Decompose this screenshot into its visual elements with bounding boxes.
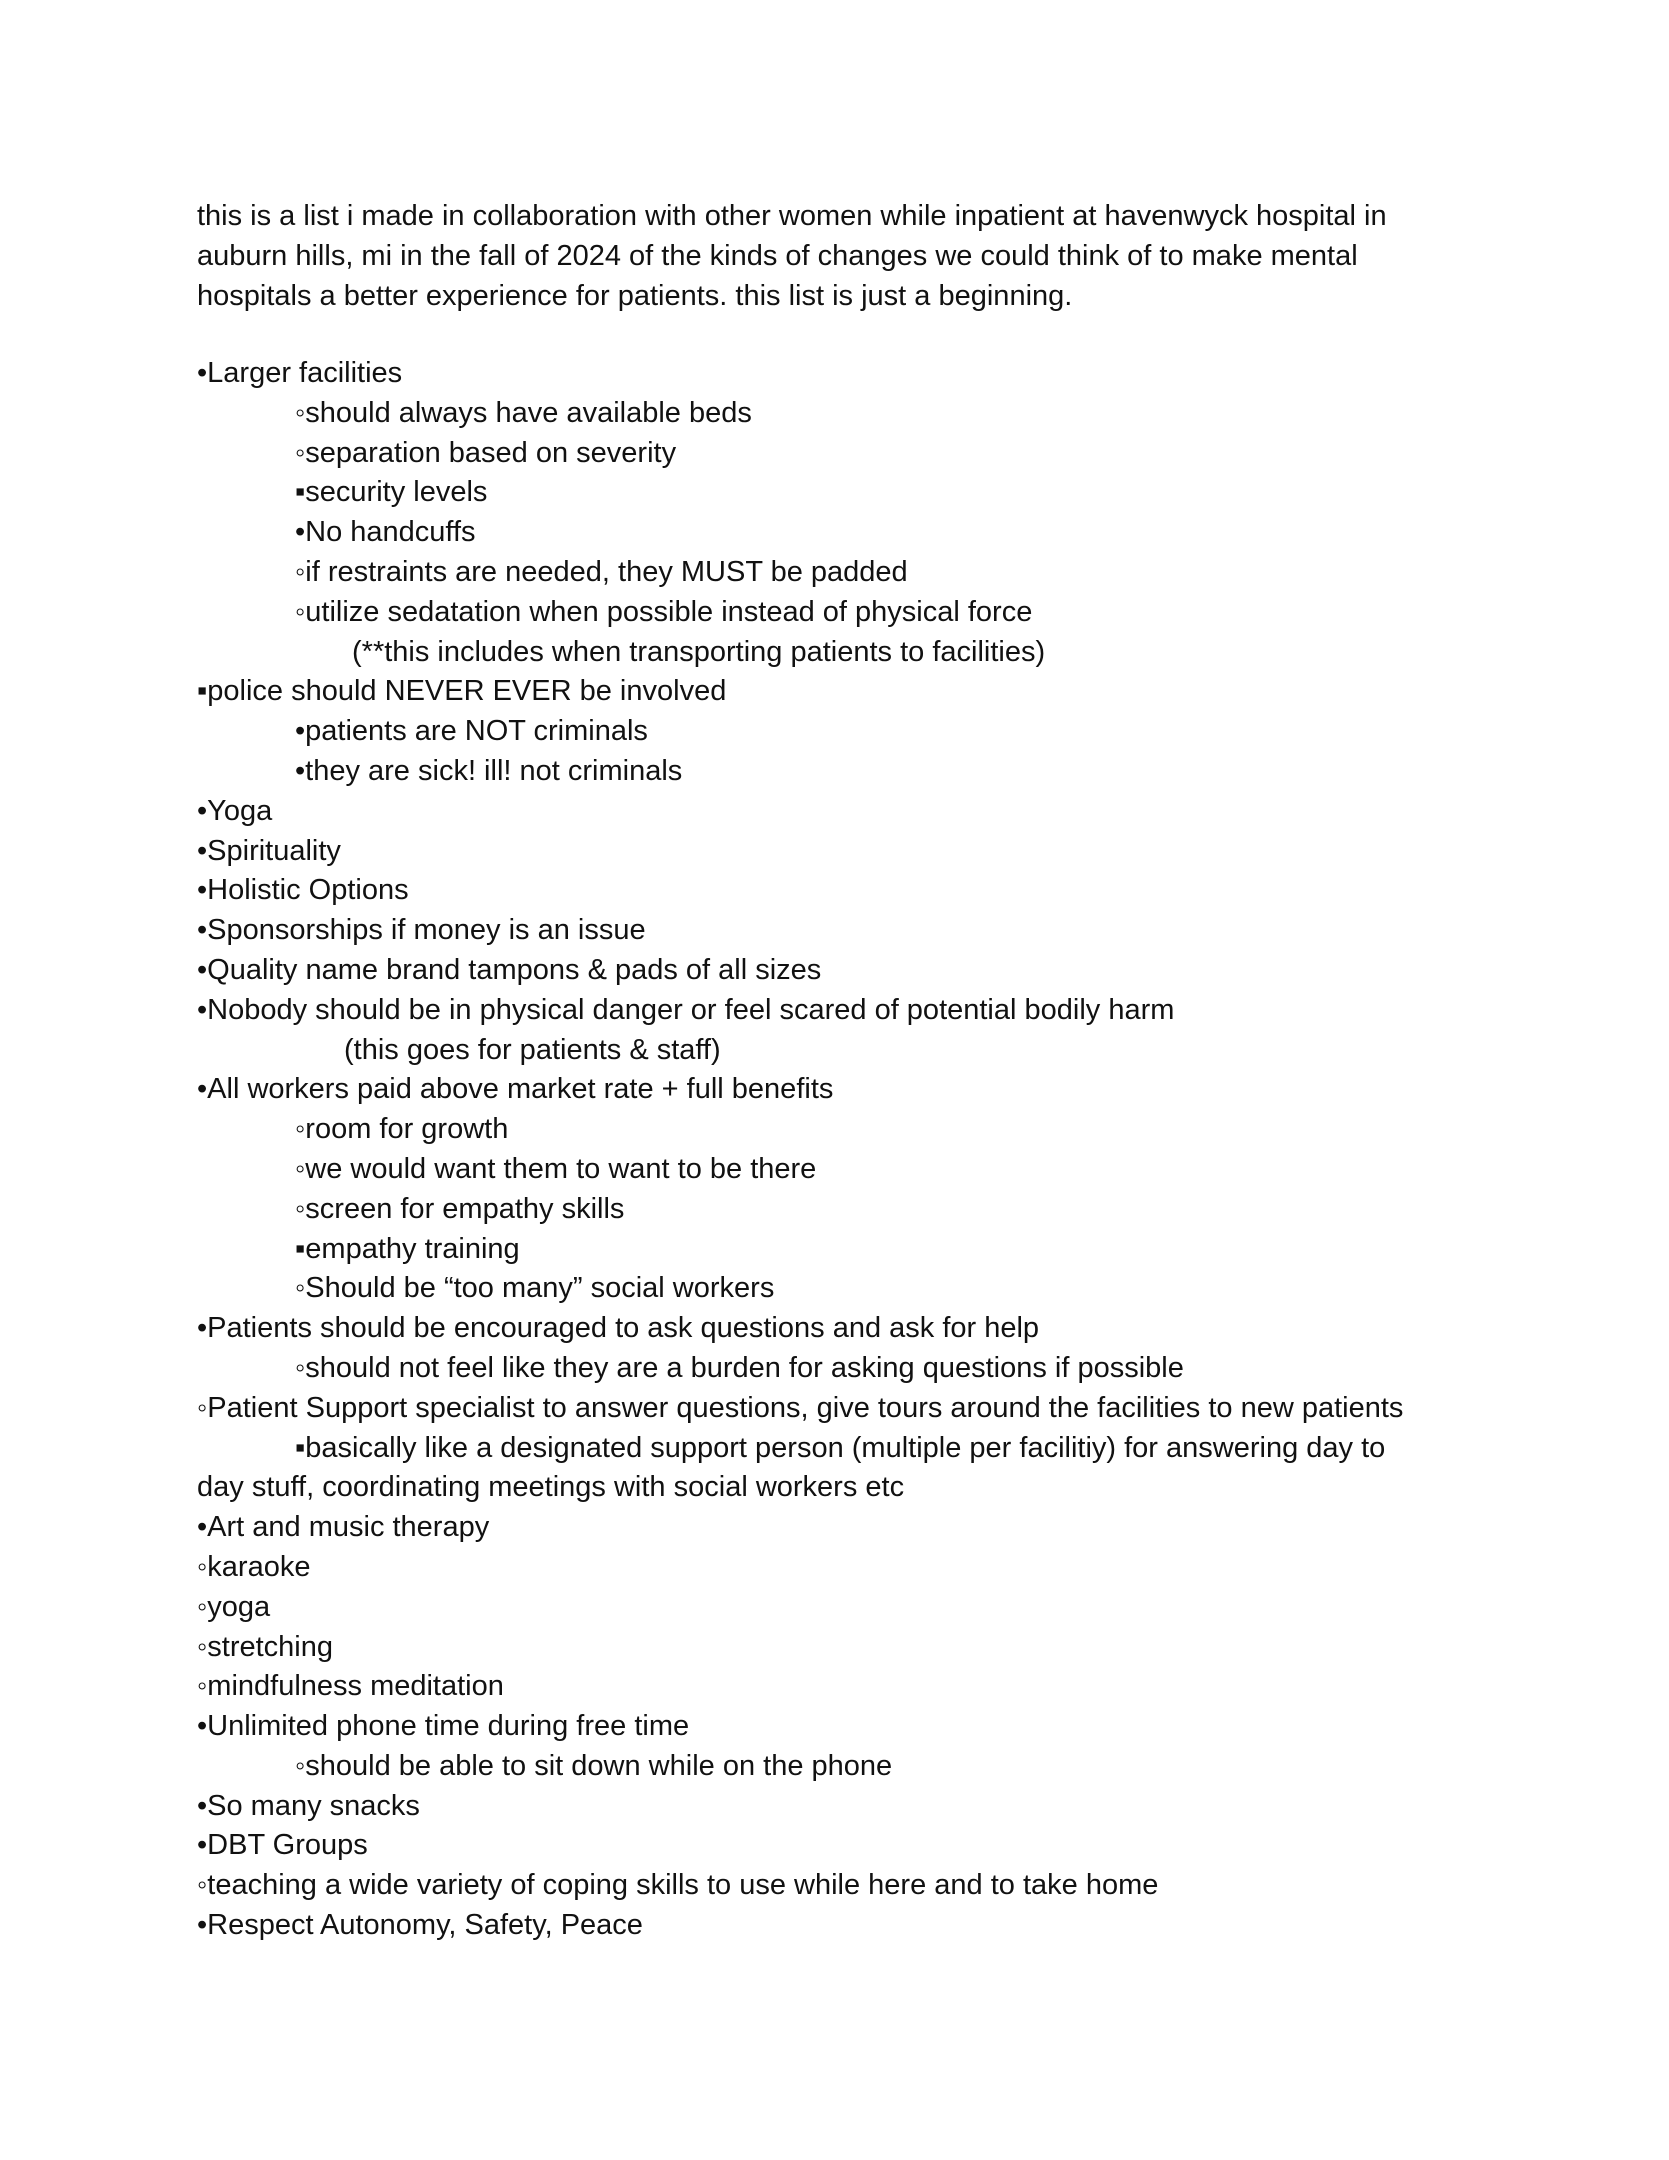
list-item: ◦should always have available beds — [295, 396, 752, 429]
list-item: •Larger facilities — [197, 357, 403, 389]
intro-line: hospitals a better experience for patients. this list is just a beginning. — [197, 280, 1073, 312]
list-item: ◦Should be “too many” social workers — [295, 1272, 775, 1305]
list-item: •DBT Groups — [197, 1829, 368, 1862]
list-item: ◦yoga — [197, 1590, 271, 1623]
list-item: •they are sick! ill! not criminals — [295, 754, 683, 787]
list-item: •Respect Autonomy, Safety, Peace — [197, 1909, 643, 1942]
intro-line: auburn hills, mi in the fall of 2024 of the kinds of changes we could think of to make mental — [197, 240, 1358, 272]
list-item: ▪empathy training — [295, 1232, 520, 1265]
list-item: •Unlimited phone time during free time — [197, 1710, 690, 1743]
list-item: ◦Patient Support specialist to answer questions, give tours around the facilities to new patients — [197, 1391, 1404, 1424]
intro-line: this is a list i made in collaboration with other women while inpatient at havenwyck hospital in — [197, 200, 1387, 232]
list-item: ◦room for growth — [295, 1113, 509, 1146]
list-item: ◦stretching — [197, 1630, 334, 1663]
list-item: •Quality name brand tampons & pads of all sizes — [197, 953, 822, 986]
list-item: ◦screen for empathy skills — [295, 1192, 625, 1225]
list-item: •Patients should be encouraged to ask questions and ask for help — [197, 1312, 1040, 1345]
list-item: •No handcuffs — [295, 516, 476, 549]
suggestion-list — [197, 354, 1517, 1946]
list-item: •Yoga — [197, 794, 273, 827]
list-item: ◦should be able to sit down while on the phone — [295, 1749, 893, 1782]
list-item: •Nobody should be in physical danger or feel scared of potential bodily harm — [197, 993, 1175, 1026]
list-item: •So many snacks — [197, 1789, 420, 1822]
list-item-note: (**this includes when transporting patients to facilities) — [352, 635, 1046, 668]
list-item: •Sponsorships if money is an issue — [197, 914, 646, 947]
list-item: ◦mindfulness meditation — [197, 1670, 504, 1703]
list-item: ◦separation based on severity — [295, 436, 677, 469]
list-item-continuation: day stuff, coordinating meetings with social workers etc — [197, 1471, 905, 1504]
list-item: ▪security levels — [295, 476, 488, 509]
list-item: ▪basically like a designated support person (multiple per facilitiy) for answering day to — [295, 1431, 1386, 1464]
list-item: •Holistic Options — [197, 874, 409, 907]
list-item: ◦teaching a wide variety of coping skills to use while here and to take home — [197, 1869, 1159, 1902]
list-item: ▪police should NEVER EVER be involved — [197, 675, 727, 708]
list-item: •Spirituality — [197, 834, 341, 867]
list-item: ◦if restraints are needed, they MUST be padded — [295, 555, 908, 588]
list-item: ◦karaoke — [197, 1550, 311, 1583]
list-item: ◦we would want them to want to be there — [295, 1152, 817, 1185]
list-item: •All workers paid above market rate + full benefits — [197, 1073, 834, 1106]
list-item-note: (this goes for patients & staff) — [344, 1033, 721, 1066]
list-item: ◦should not feel like they are a burden for asking questions if possible — [295, 1351, 1184, 1384]
list-item: •patients are NOT criminals — [295, 715, 648, 748]
list-item: •Art and music therapy — [197, 1511, 490, 1544]
intro-paragraph — [197, 196, 1497, 316]
list-item: ◦utilize sedatation when possible instead of physical force — [295, 595, 1033, 628]
